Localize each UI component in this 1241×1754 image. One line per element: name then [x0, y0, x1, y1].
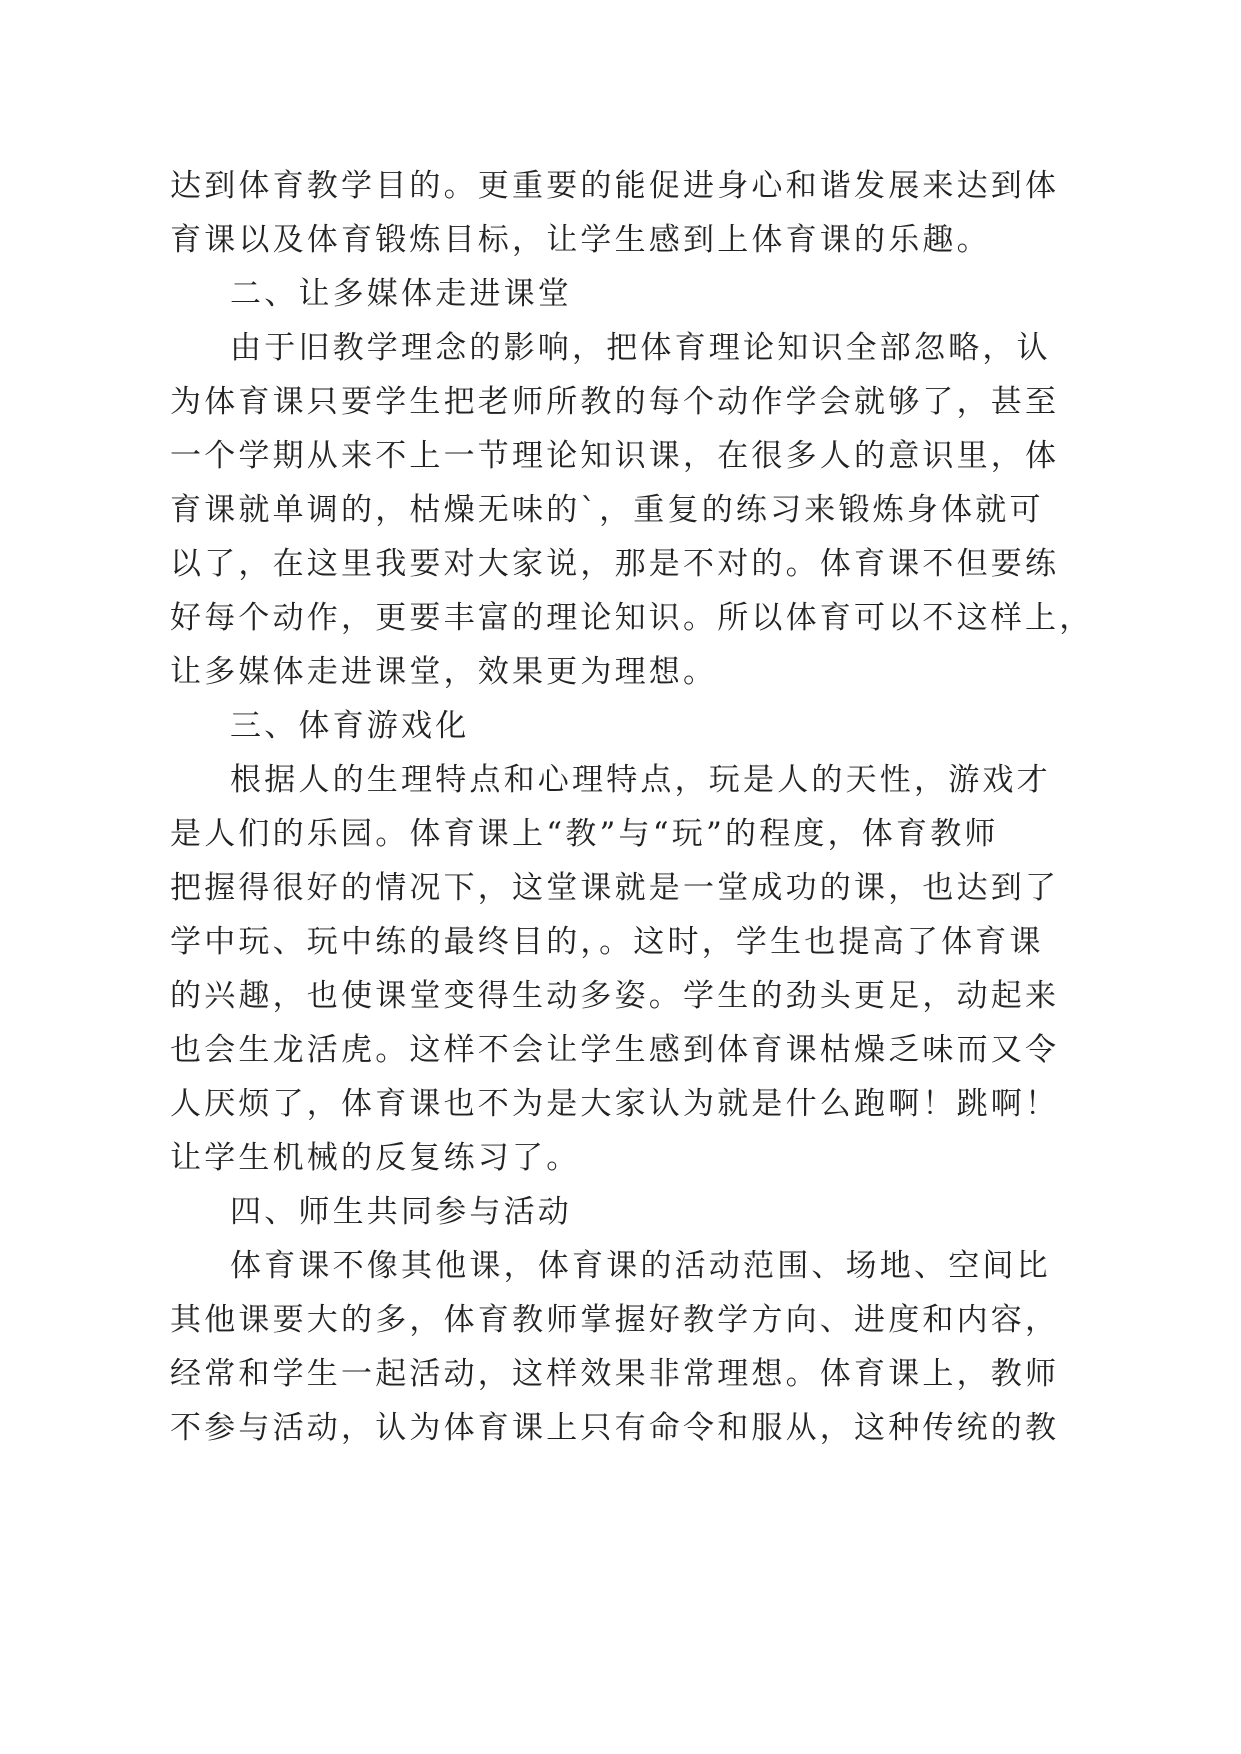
- section-heading: 三、体育游戏化: [230, 708, 470, 744]
- text-line: 好每个动作，更要丰富的理论知识。所以体育可以不这样上，: [170, 600, 1094, 636]
- text-line: 育课以及体育锻炼目标，让学生感到上体育课的乐趣。: [170, 222, 991, 258]
- text-line: 其他课要大的多，体育教师掌握好教学方向、进度和内容，: [170, 1302, 1060, 1338]
- text-line: 育课就单调的，枯燥无味的`，重复的练习来锻炼身体就可: [170, 492, 1044, 528]
- text-line: 由于旧教学理念的影响，把体育理论知识全部忽略，认: [230, 330, 1051, 366]
- text-line: 为体育课只要学生把老师所教的每个动作学会就够了，甚至: [170, 384, 1060, 420]
- text-line: 的兴趣，也使课堂变得生动多姿。学生的劲头更足，动起来: [170, 978, 1060, 1014]
- text-line: 让多媒体走进课堂，效果更为理想。: [170, 654, 718, 690]
- text-line: 也会生龙活虎。这样不会让学生感到体育课枯燥乏味而又令: [170, 1032, 1060, 1068]
- text-line: 根据人的生理特点和心理特点，玩是人的天性，游戏才: [230, 762, 1051, 798]
- text-line: 人厌烦了，体育课也不为是大家认为就是什么跑啊！跳啊！: [170, 1086, 1060, 1122]
- text-line: 体育课不像其他课，体育课的活动范围、场地、空间比: [230, 1248, 1051, 1284]
- text-line: 不参与活动，认为体育课上只有命令和服从，这种传统的教: [170, 1410, 1060, 1446]
- section-heading: 二、让多媒体走进课堂: [230, 276, 572, 312]
- text-line: 达到体育教学目的。更重要的能促进身心和谐发展来达到体: [170, 168, 1060, 204]
- text-line: 以了，在这里我要对大家说，那是不对的。体育课不但要练: [170, 546, 1060, 582]
- text-line: 把握得很好的情况下，这堂课就是一堂成功的课，也达到了: [170, 870, 1060, 906]
- section-heading: 四、师生共同参与活动: [230, 1194, 572, 1230]
- text-line: 学中玩、玩中练的最终目的，。这时，学生也提高了体育课: [170, 924, 1044, 960]
- text-line: 经常和学生一起活动，这样效果非常理想。体育课上，教师: [170, 1356, 1060, 1392]
- text-line: 是人们的乐园。体育课上“教”与“玩”的程度，体育教师: [170, 816, 999, 852]
- text-line: 一个学期从来不上一节理论知识课，在很多人的意识里，体: [170, 438, 1060, 474]
- text-line: 让学生机械的反复练习了。: [170, 1140, 581, 1176]
